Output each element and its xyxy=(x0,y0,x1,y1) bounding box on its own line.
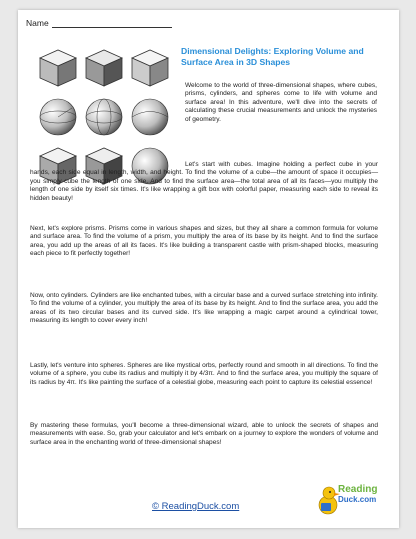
paragraph-cylinders: Now, onto cylinders. Cylinders are like enchanted tubes, with a circular base and a curved surface stretching into infinity. To find the volume of a cylinder, you multiply the area of its base by its height. And to find the surface area, you add the areas of its two circular bases and its curved side. It's like wrapping a magic carpet around a cylindrical tower, measuring its length to cover every inch! xyxy=(30,292,378,325)
logo-wordmark xyxy=(338,484,377,504)
cube-icon xyxy=(40,50,76,86)
sphere-icon xyxy=(40,99,76,135)
sphere-icon xyxy=(132,99,168,135)
sphere-icon xyxy=(86,99,122,135)
paragraph-conclusion: By mastering these formulas, you'll become a three-dimensional wizard, able to unlock the secrets of shapes and measurements with ease. So, grab your calculator and let's embark on a journey to explore the wonders of volume and surface area in the enchanting world of three-dimensional shapes! xyxy=(30,422,378,446)
readingduck-link[interactable]: © ReadingDuck.com xyxy=(152,501,240,512)
name-label: Name xyxy=(26,18,49,28)
name-blank-line[interactable] xyxy=(52,20,172,28)
worksheet-title: Dimensional Delights: Exploring Volume and Surface Area in 3D Shapes xyxy=(181,46,364,67)
cube-icon xyxy=(132,50,168,86)
logo-text-reading: Reading xyxy=(338,484,378,495)
name-field[interactable] xyxy=(26,18,172,28)
logo-text-duck: Duck.com xyxy=(338,495,377,504)
paragraph-spheres: Lastly, let's venture into spheres. Spheres are like mystical orbs, perfectly round and smooth in all directions. To find the volume of a sphere, you cube its radius and multiply it by 4/3π. And to find the surface area, you multiply the square of its radius by 4π. It's like painting the surface of a celestial globe, measuring each point to capture its celestial essence! xyxy=(30,362,378,386)
cube-icon xyxy=(86,50,122,86)
paragraph-intro: Welcome to the world of three-dimensional shapes, where cubes, prisms, cylinders, and spheres come to life with volume and surface area! In this adventure, we'll dive into the secrets of calculating these crucial measurements and unlock the mysteries of geometry. xyxy=(185,82,377,123)
paragraph-prisms: Next, let's explore prisms. Prisms come in various shapes and sizes, but they all share a common formula for volume and surface area. To find the volume of a prism, you multiply the area of its base by its height. And to find the surface area, you add up the areas of all its faces. It's like building a transparent castle with prism-shaped blocks, measuring each piece to fit perfectly together! xyxy=(30,225,378,258)
paragraph-cubes: Let's start with cubes. Imagine holding a perfect cube in your hands, each side equal in length, width, and height. To find the volume of a cube—the amount of space it occupies—you simply cube the length of one side. And to find the surface area—the total area of all its faces—you multiply the length of one side by itself six times. It's like wrapping a gift box with colorful paper, measuring each side to reveal its hidden beauty! xyxy=(30,161,378,202)
